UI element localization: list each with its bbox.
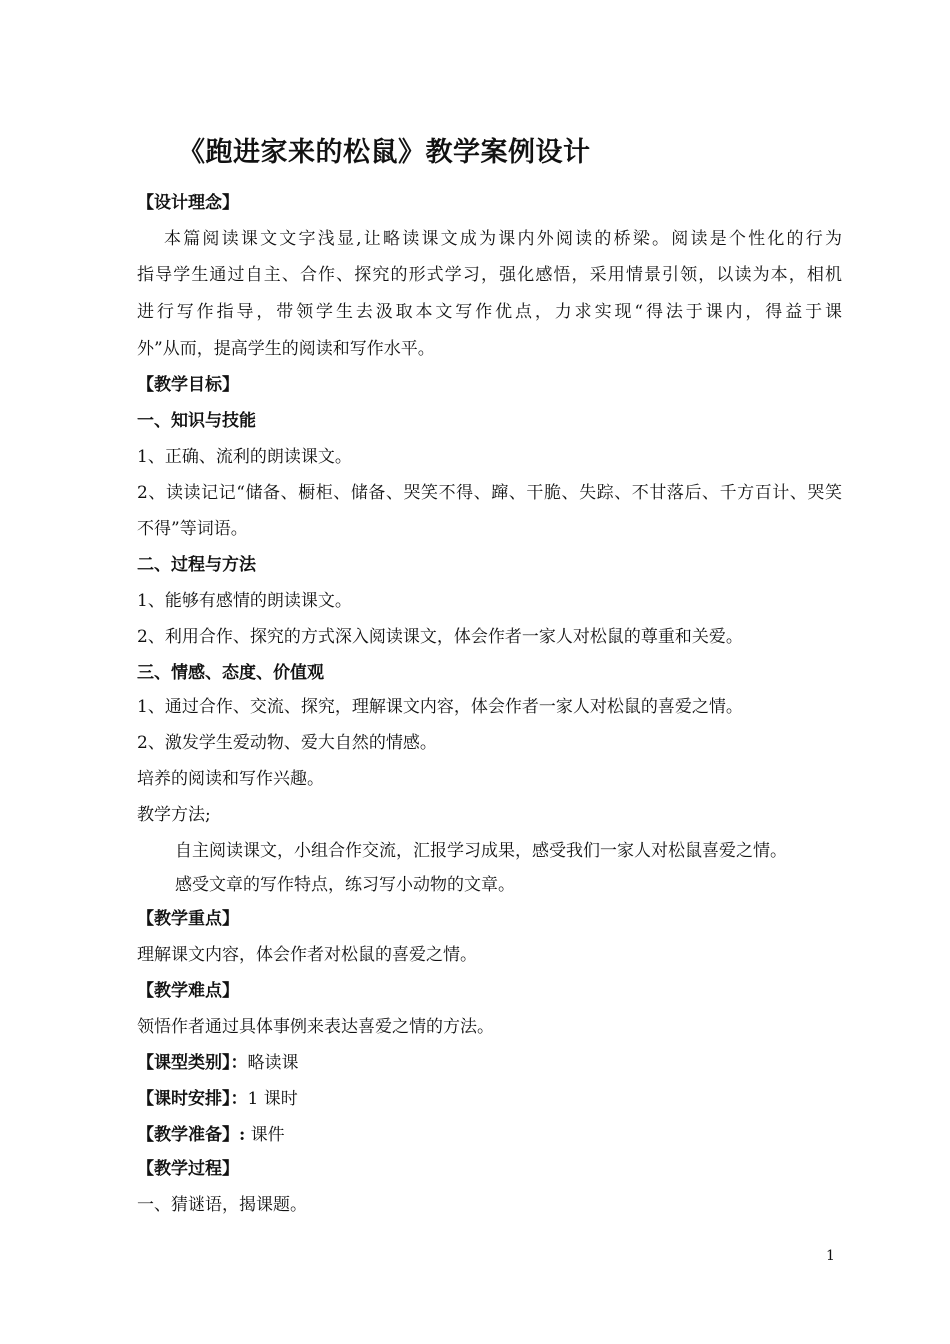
page-number: 1 [826, 1248, 835, 1264]
list-item: 2、读读记记“储备、橱柜、储备、哭笑不得、蹿、干脆、失踪、不甘落后、千方百计、哭笑 [137, 483, 842, 503]
paragraph-line: 一、猜谜语，揭课题。 [137, 1195, 307, 1215]
paragraph-line: 理解课文内容，体会作者对松鼠的喜爱之情。 [137, 945, 477, 965]
section-heading-teaching-process: 【教学过程】 [137, 1159, 239, 1179]
document-title: 《跑进家来的松鼠》教学案例设计 [178, 137, 591, 168]
subheading-process-methods: 二、过程与方法 [137, 555, 256, 575]
paragraph-line: 教学方法; [137, 805, 211, 825]
subheading-knowledge-skills: 一、知识与技能 [137, 411, 256, 431]
preparation-value: 课件 [250, 1125, 285, 1145]
list-item: 2、利用合作、探究的方式深入阅读课文，体会作者一家人对松鼠的尊重和关爱。 [137, 627, 743, 647]
paragraph-line: 感受文章的写作特点，练习写小动物的文章。 [175, 875, 515, 895]
lesson-type-value: 略读课 [247, 1053, 299, 1073]
list-item-continued: 不得”等词语。 [137, 519, 248, 539]
lesson-type-row [137, 1052, 842, 1074]
preparation-label: 【教学准备】: [137, 1125, 246, 1145]
list-item: 1、能够有感情的朗读课文。 [137, 591, 352, 611]
subheading-emotion-attitude-values: 三、情感、态度、价值观 [137, 663, 324, 683]
section-heading-teaching-goals: 【教学目标】 [137, 375, 239, 395]
paragraph-line: 指导学生通过自主、合作、探究的形式学习，强化感悟，采用情景引领，以读为本，相机 [137, 265, 842, 285]
list-item: 1、正确、流利的朗读课文。 [137, 447, 352, 467]
section-heading-key-points: 【教学重点】 [137, 909, 239, 929]
lesson-hours-value: 1 课时 [247, 1089, 298, 1109]
list-item: 1、通过合作、交流、探究，理解课文内容，体会作者一家人对松鼠的喜爱之情。 [137, 697, 743, 717]
paragraph-line: 外”从而，提高学生的阅读和写作水平。 [137, 339, 435, 359]
paragraph-line: 自主阅读课文，小组合作交流，汇报学习成果，感受我们一家人对松鼠喜爱之情。 [175, 841, 787, 861]
paragraph-line: 领悟作者通过具体事例来表达喜爱之情的方法。 [137, 1017, 494, 1037]
lesson-hours-label: 【课时安排】： [137, 1089, 248, 1109]
lesson-type-label: 【课型类别】： [137, 1053, 248, 1073]
section-heading-design-concept: 【设计理念】 [137, 193, 239, 213]
paragraph-line: 进行写作指导，带领学生去汲取本文写作优点，力求实现“得法于课内，得益于课 [137, 302, 842, 322]
list-item: 2、激发学生爱动物、爱大自然的情感。 [137, 733, 437, 753]
paragraph-line: 培养的阅读和写作兴趣。 [137, 769, 324, 789]
lesson-hours-row [137, 1088, 842, 1110]
section-heading-difficulties: 【教学难点】 [137, 981, 239, 1001]
preparation-row [137, 1124, 842, 1146]
paragraph-line: 本篇阅读课文文字浅显,让略读课文成为课内外阅读的桥梁。阅读是个性化的行为 [164, 229, 842, 249]
